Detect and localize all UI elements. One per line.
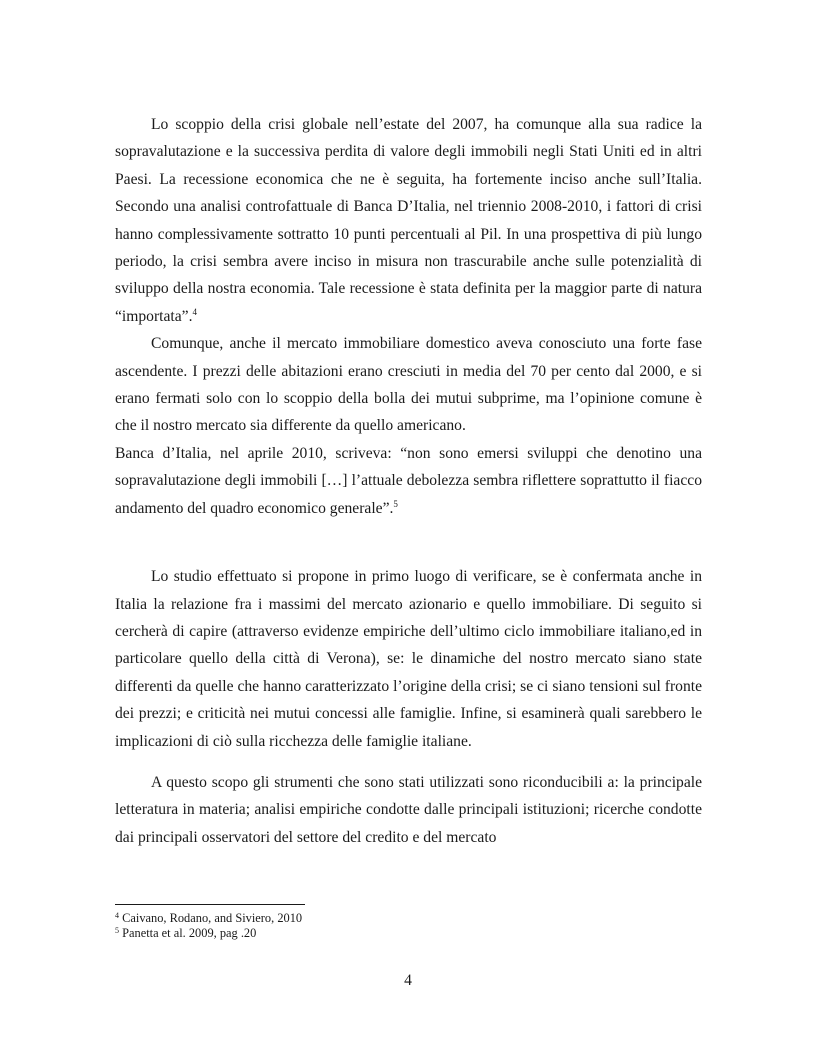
- body-text: [115, 111, 702, 851]
- footnote-5-text: Panetta et al. 2009, pag .20: [122, 926, 257, 940]
- footnote-separator: [115, 904, 305, 905]
- paragraph-1-text: Lo scoppio della crisi globale nell’estate del 2007, ha comunque alla sua radice la sopravalutazione e la successiva perdita di valore degli immobili negli Stati Uniti ed in altri Paesi. La recessione economica che ne è seguita, ha fortemente inciso anche sull’Italia. Secondo una analisi controfattuale di Banca D’Italia, nel triennio 2008-2010, i fattori di crisi hanno complessivamente sottratto 10 punti percentuali al Pil. In una prospettiva di più lungo periodo, la crisi sembra avere inciso in misura non trascurabile anche sulle potenzialità di sviluppo della nostra economia. Tale recessione è stata definita per la maggior parte di natura “importata”.: [115, 116, 702, 325]
- paragraph-3: [115, 440, 702, 522]
- footnote-4-text: Caivano, Rodano, and Siviero, 2010: [122, 911, 303, 925]
- paragraph-1: [115, 111, 702, 330]
- paragraph-3-text: Banca d’Italia, nel aprile 2010, scriveva: “non sono emersi sviluppi che denotino una sopravalutazione degli immobili […] l’attuale debolezza sembra riflettere soprattutto il fiacco andamento del quadro economico generale”.: [115, 444, 702, 517]
- footnote-5: [115, 926, 702, 941]
- paragraph-4: Lo studio effettuato si propone in primo luogo di verificare, se è confermata anche in Italia la relazione fra i massimi del mercato azionario e quello immobiliare. Di seguito si cercherà di capire (attraverso evidenze empiriche dell’ultimo ciclo immobiliare italiano,ed in particolare quello della città di Verona), se: le dinamiche del nostro mercato siano state differenti da quelle che hanno caratterizzato l’origine della crisi; se ci siano tensioni sul fronte dei prezzi; e criticità nei mutui concessi alle famiglie. Infine, si esaminerà quali sarebbero le implicazioni di ciò sulla ricchezza delle famiglie italiane.: [115, 568, 702, 750]
- footnote-ref-5[interactable]: 5: [393, 498, 398, 509]
- footnote-4-number: 4: [115, 911, 119, 920]
- paragraph-5: A questo scopo gli strumenti che sono stati utilizzati sono riconducibili a: la principale letteratura in materia; analisi empiriche condotte dalle principali istituzioni; ricerche condotte dai principali osservatori del settore del credito e del mercato: [115, 773, 702, 846]
- footnotes: [115, 911, 702, 941]
- page-number: 4: [404, 972, 412, 989]
- footnote-ref-4[interactable]: 4: [192, 306, 197, 317]
- footnote-4: [115, 911, 702, 926]
- footnote-5-number: 5: [115, 926, 119, 935]
- paragraph-2: Comunque, anche il mercato immobiliare domestico aveva conosciuto una forte fase ascendente. I prezzi delle abitazioni erano cresciuti in media del 70 per cento dal 2000, e si erano fermati solo con lo scoppio della bolla dei mutui subprime, ma l’opinione comune è che il nostro mercato sia differente da quello americano.: [115, 335, 702, 435]
